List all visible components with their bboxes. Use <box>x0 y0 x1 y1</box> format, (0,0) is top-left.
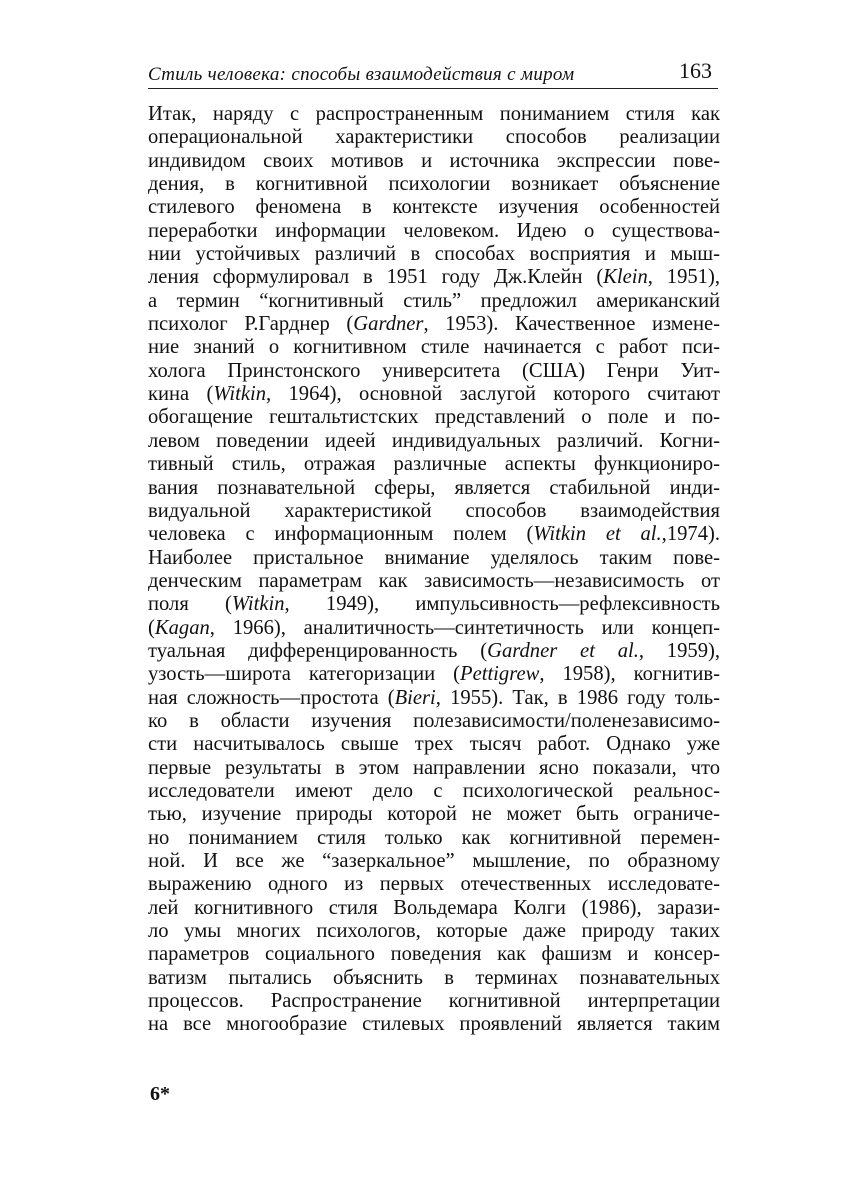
text-line: параметров социального поведения как фашизм и консер- <box>148 943 720 966</box>
running-title: Стиль человека: способы взаимодействия с миром <box>148 64 575 85</box>
text-line: человека с информационным полем (Witkin et al.,1974). <box>148 523 721 546</box>
page-header <box>148 58 718 88</box>
text-line: сти насчитывалось свыше трех тысяч работ. Однако уже <box>148 733 720 756</box>
text-line: ло умы многих психологов, которые даже природу таких <box>148 920 720 943</box>
text-line: дения, в когнитивной психологии возникает объяснение <box>148 173 720 196</box>
text-line: обогащение гештальтистских представлений о поле и по- <box>148 406 720 429</box>
text-line: (Kagan, 1966), аналитичность—синтетичность или концеп- <box>148 616 720 639</box>
text-line: нии устойчивых различий в способах восприятия и мыш- <box>148 243 720 266</box>
text-line: но пониманием стиля только как когнитивной перемен- <box>148 826 720 849</box>
text-line: поля (Witkin, 1949), импульсивность—рефлексивность <box>148 593 720 616</box>
text-line: лей когнитивного стиля Вольдемара Колги (1986), зарази- <box>148 896 720 919</box>
text-line: левом поведении идеей индивидуальных различий. Когни- <box>148 429 720 452</box>
text-line: стилевого феномена в контексте изучения особенностей <box>148 196 720 219</box>
text-line: ления сформулировал в 1951 году Дж.Клейн (Klein, 1951), <box>148 266 720 289</box>
text-line: ной. И все же “зазеркальное” мышление, по образному <box>148 850 720 872</box>
header-rule <box>148 88 718 89</box>
text-line: ная сложность—простота (Bieri, 1955). Так, в 1986 году толь- <box>148 686 720 709</box>
text-line: индивидом своих мотивов и источника экспрессии пове- <box>148 149 720 172</box>
text-line: выражению одного из первых отечественных исследовате- <box>148 873 720 896</box>
page-number: 163 <box>679 58 712 83</box>
body-text <box>148 103 720 1037</box>
text-line: кина (Witkin, 1964), основной заслугой которого считают <box>148 383 720 406</box>
text-line: Итак, наряду с распространенным пониманием стиля как <box>148 103 720 125</box>
text-line: исследователи имеют дело с психологической реальнос- <box>148 779 720 802</box>
text-line: психолог Р.Гарднер (Gardner, 1953). Качественное измене- <box>148 313 720 336</box>
text-line: узость—широта категоризации (Pettigrew, 1958), когнитив- <box>148 663 720 686</box>
text-line: Наиболее пристальное внимание уделялось таким пове- <box>148 546 720 569</box>
text-line: на все многообразие стилевых проявлений является таким <box>148 1013 720 1036</box>
text-line: туальная дифференцированность (Gardner et al., 1959), <box>148 639 721 662</box>
text-line: тивный стиль, отражая различные аспекты функциониро- <box>148 453 720 476</box>
text-line: ние знаний о когнитивном стиле начинается с работ пси- <box>148 336 720 359</box>
text-line: первые результаты в этом направлении ясно показали, что <box>148 756 720 779</box>
text-line: переработки информации человеком. Идею о существова- <box>148 219 720 242</box>
text-line: процессов. Распространение когнитивной интерпретации <box>148 990 720 1013</box>
text-line: операциональной характеристики способов реализации <box>148 126 720 149</box>
text-line: ко в области изучения полезависимости/поленезависимо- <box>148 709 720 732</box>
text-line: вания познавательной сферы, является стабильной инди- <box>148 476 720 499</box>
text-line: тью, изучение природы которой не может быть ограниче- <box>148 803 720 826</box>
text-line: денческим параметрам как зависимость—независимость от <box>148 569 720 592</box>
text-line: видуальной характеристикой способов взаимодействия <box>148 499 720 522</box>
text-line: ватизм пытались объяснить в терминах познавательных <box>148 966 720 989</box>
text-line: холога Принстонского университета (США) Генри Уит- <box>148 359 720 382</box>
text-line: а термин “когнитивный стиль” предложил американский <box>148 289 720 312</box>
signature-mark: 6* <box>150 1083 170 1105</box>
